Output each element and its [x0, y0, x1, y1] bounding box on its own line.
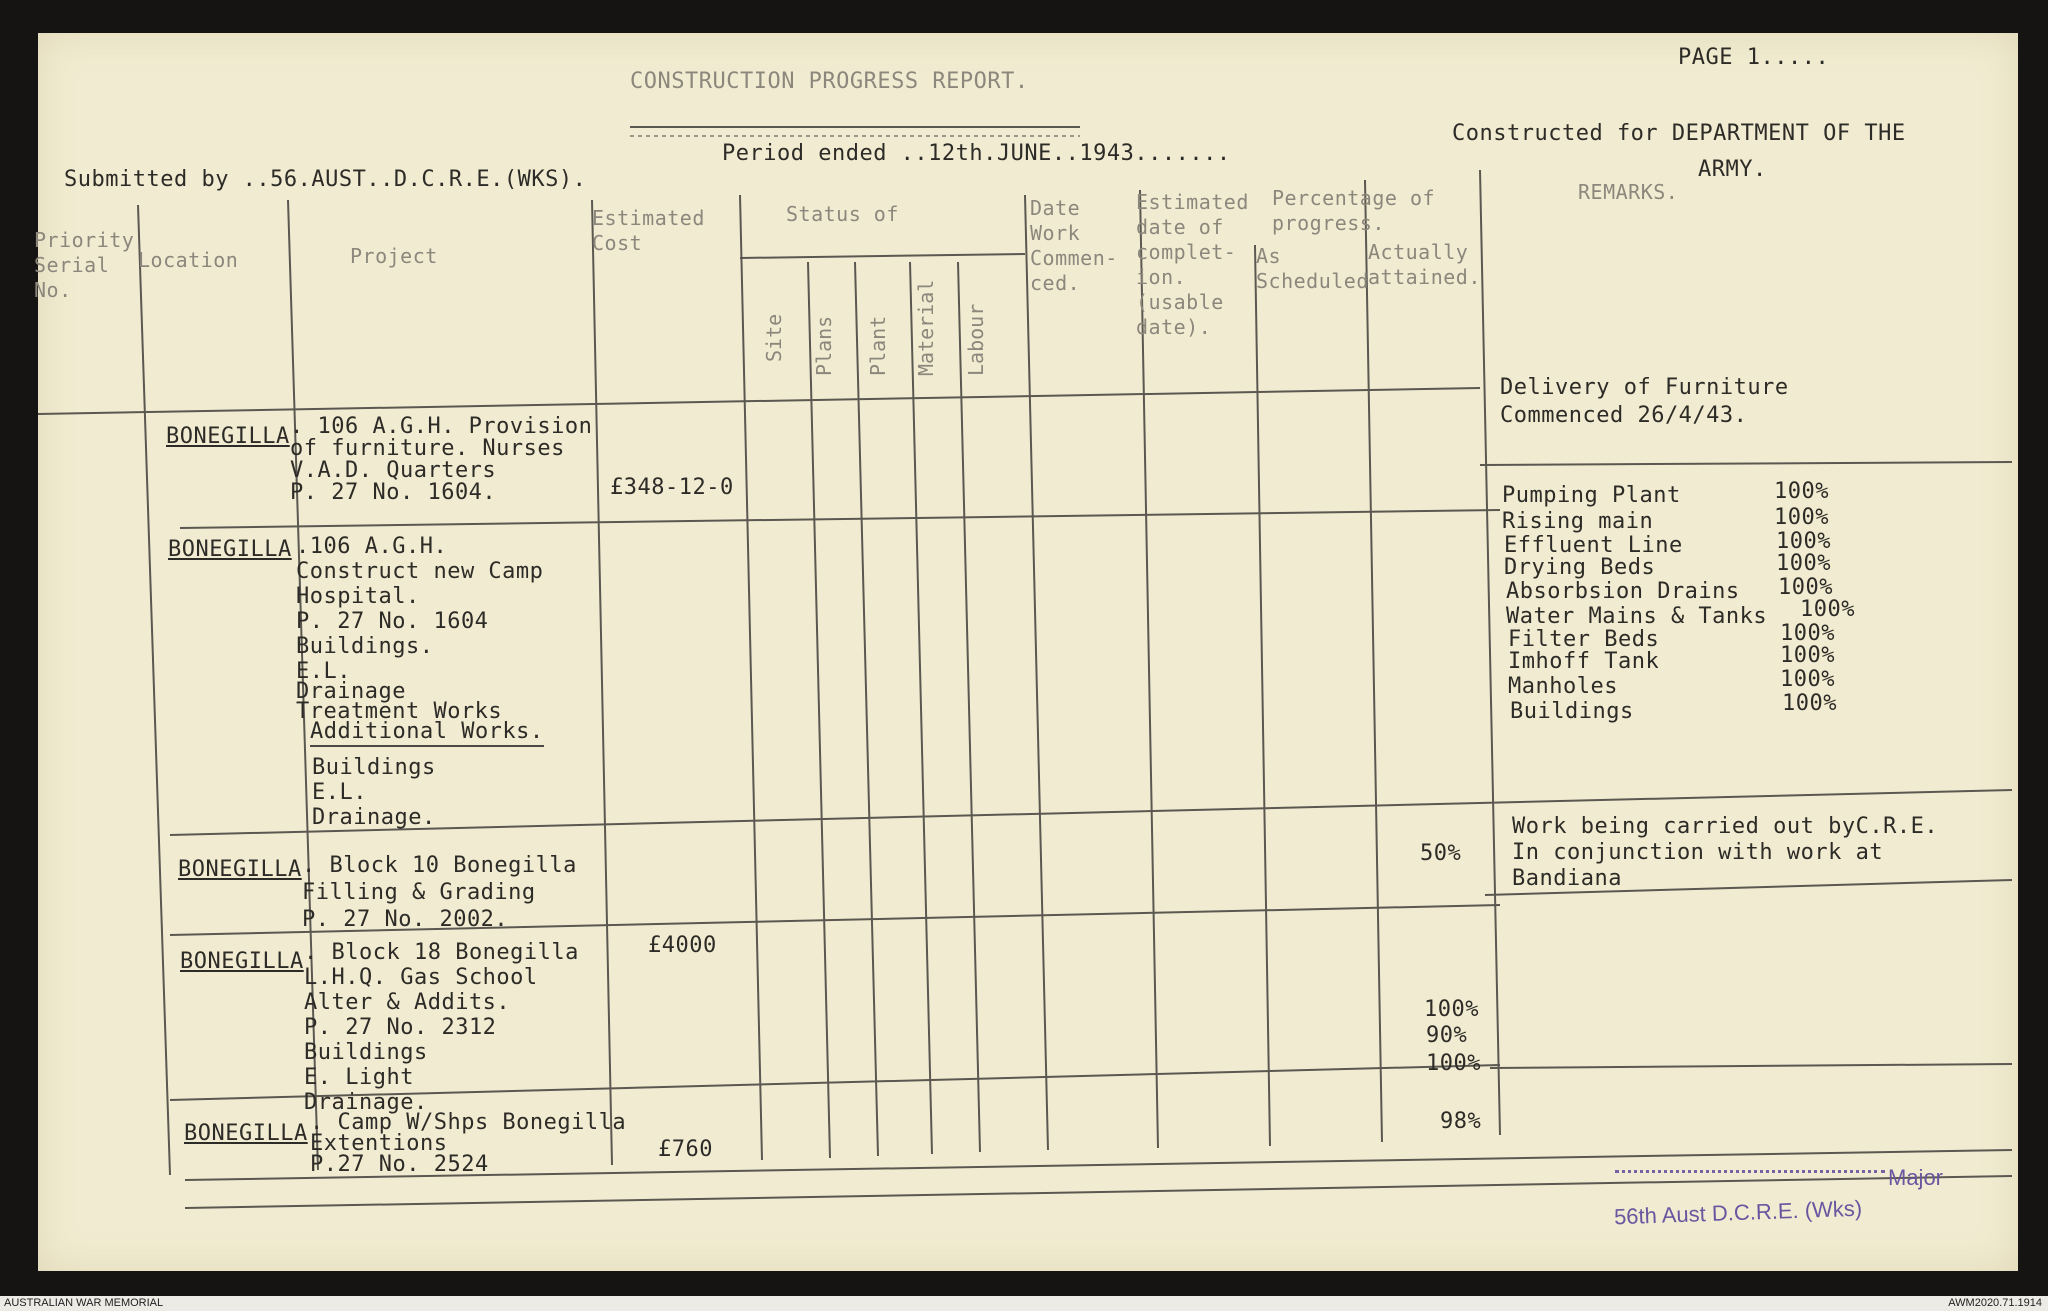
- entry-4-attained-drainage: 100%: [1426, 1051, 1481, 1076]
- entry-2-additional-works: Additional Works.: [310, 720, 544, 747]
- entry-2-project-treatment: Drainage Treatment Works: [296, 679, 503, 724]
- col-labour: Labour: [964, 303, 988, 376]
- col-actually-attained: Actually attained.: [1368, 240, 1481, 289]
- remark-label-drying-beds: Drying Beds: [1504, 555, 1656, 580]
- col-remarks: REMARKS.: [1578, 180, 1679, 204]
- remark-label-imhoff-tank: Imhoff Tank: [1508, 649, 1660, 674]
- remark-value-manholes: 100%: [1780, 667, 1835, 692]
- stamp-unit: 56th Aust D.C.R.E. (Wks): [1613, 1195, 1863, 1230]
- remark-value-absorbsion-drains: 100%: [1778, 575, 1833, 600]
- entry-4-location: BONEGILLA: [180, 949, 304, 974]
- page-label: PAGE 1.....: [1678, 45, 1830, 70]
- remark-label-absorbsion-drains: Absorbsion Drains: [1506, 579, 1740, 604]
- remark-value-effluent-line: 100%: [1776, 529, 1831, 554]
- entry-2-location: BONEGILLA: [168, 537, 292, 562]
- submitted-by: Submitted by ..56.AUST..D.C.R.E.(WKS).: [64, 167, 587, 192]
- entry-1-cost: £348-12-0: [610, 475, 734, 500]
- col-estimated-completion: Estimated date of complet- ion. (usable date).: [1136, 190, 1249, 339]
- entry-1-project: . 106 A.G.H. Provision of furniture. Nurses V.A.D. Quarters P. 27 No. 1604.: [290, 414, 593, 505]
- col-plans: Plans: [812, 315, 836, 376]
- col-date-commenced: Date Work Commen- ced.: [1030, 196, 1118, 295]
- footer-accession: AWM2020.71.1914: [1948, 1297, 2042, 1309]
- remark-label-effluent-line: Effluent Line: [1504, 533, 1683, 558]
- entry-1-remarks: Delivery of Furniture Commenced 26/4/43.: [1500, 375, 1789, 428]
- remark-value-pumping-plant: 100%: [1774, 479, 1829, 504]
- remark-value-filter-beds: 100%: [1780, 621, 1835, 646]
- col-as-scheduled: As Scheduled: [1256, 244, 1369, 293]
- entry-4-attained-buildings: 100%: [1424, 997, 1479, 1022]
- remark-label-rising-main: Rising main: [1502, 509, 1654, 534]
- stamp-rank: Major: [1888, 1165, 1944, 1190]
- remark-label-filter-beds: Filter Beds: [1508, 627, 1660, 652]
- col-project: Project: [350, 244, 438, 268]
- col-priority: Priority Serial No.: [34, 228, 135, 302]
- entry-3-attained: 50%: [1420, 841, 1462, 866]
- remark-label-pumping-plant: Pumping Plant: [1502, 483, 1681, 508]
- remark-value-drying-beds: 100%: [1776, 551, 1831, 576]
- col-estimated-cost: Estimated Cost: [592, 206, 705, 255]
- col-material: Material: [914, 279, 938, 376]
- signature-line: [1615, 1170, 1885, 1173]
- entry-5-project: . Camp W/Shps Bonegilla Extentions P.27 No. 2524: [310, 1110, 627, 1177]
- entry-5-location: BONEGILLA: [184, 1121, 308, 1146]
- entry-1-location: BONEGILLA: [166, 424, 290, 449]
- constructed-for-line2: ARMY.: [1698, 157, 1767, 182]
- entry-2-project-additional: Buildings E.L. Drainage.: [312, 755, 436, 830]
- remark-value-rising-main: 100%: [1774, 505, 1829, 530]
- remark-value-buildings: 100%: [1782, 691, 1837, 716]
- entry-2-project-main: .106 A.G.H. Construct new Camp Hospital. P. 27 No. 1604 Buildings. E.L.: [296, 534, 544, 684]
- col-site: Site: [762, 313, 786, 362]
- entry-5-attained: 98%: [1440, 1109, 1482, 1134]
- report-title: CONSTRUCTION PROGRESS REPORT.: [630, 69, 1029, 94]
- constructed-for: Constructed for DEPARTMENT OF THE: [1452, 121, 1906, 146]
- entry-5-cost: £760: [658, 1137, 713, 1162]
- remark-label-water-mains: Water Mains & Tanks: [1506, 604, 1768, 629]
- col-plant: Plant: [866, 315, 890, 376]
- col-percentage-progress: Percentage of progress.: [1272, 186, 1436, 235]
- entry-3-remarks: Work being carried out byC.R.E. In conjunction with work at Bandiana: [1512, 814, 1939, 891]
- col-status-of: Status of: [786, 202, 899, 226]
- remark-label-manholes: Manholes: [1508, 674, 1618, 699]
- entry-4-attained-light: 90%: [1426, 1023, 1468, 1048]
- remark-value-imhoff-tank: 100%: [1780, 643, 1835, 668]
- remark-label-buildings: Buildings: [1510, 699, 1634, 724]
- footer-credit: AUSTRALIAN WAR MEMORIAL: [4, 1297, 164, 1309]
- period-ended: Period ended ..12th.JUNE..1943.......: [722, 141, 1231, 166]
- col-location: Location: [138, 248, 239, 272]
- entry-3-project: . Block 10 Bonegilla Filling & Grading P. 27 No. 2002.: [302, 853, 577, 932]
- entry-4-project: . Block 18 Bonegilla L.H.Q. Gas School Alter & Addits. P. 27 No. 2312 Buildings E. Light Drainage.: [304, 940, 579, 1115]
- entry-4-cost: £4000: [648, 933, 717, 958]
- entry-3-location: BONEGILLA: [178, 857, 302, 882]
- remark-value-water-mains: 100%: [1800, 597, 1855, 622]
